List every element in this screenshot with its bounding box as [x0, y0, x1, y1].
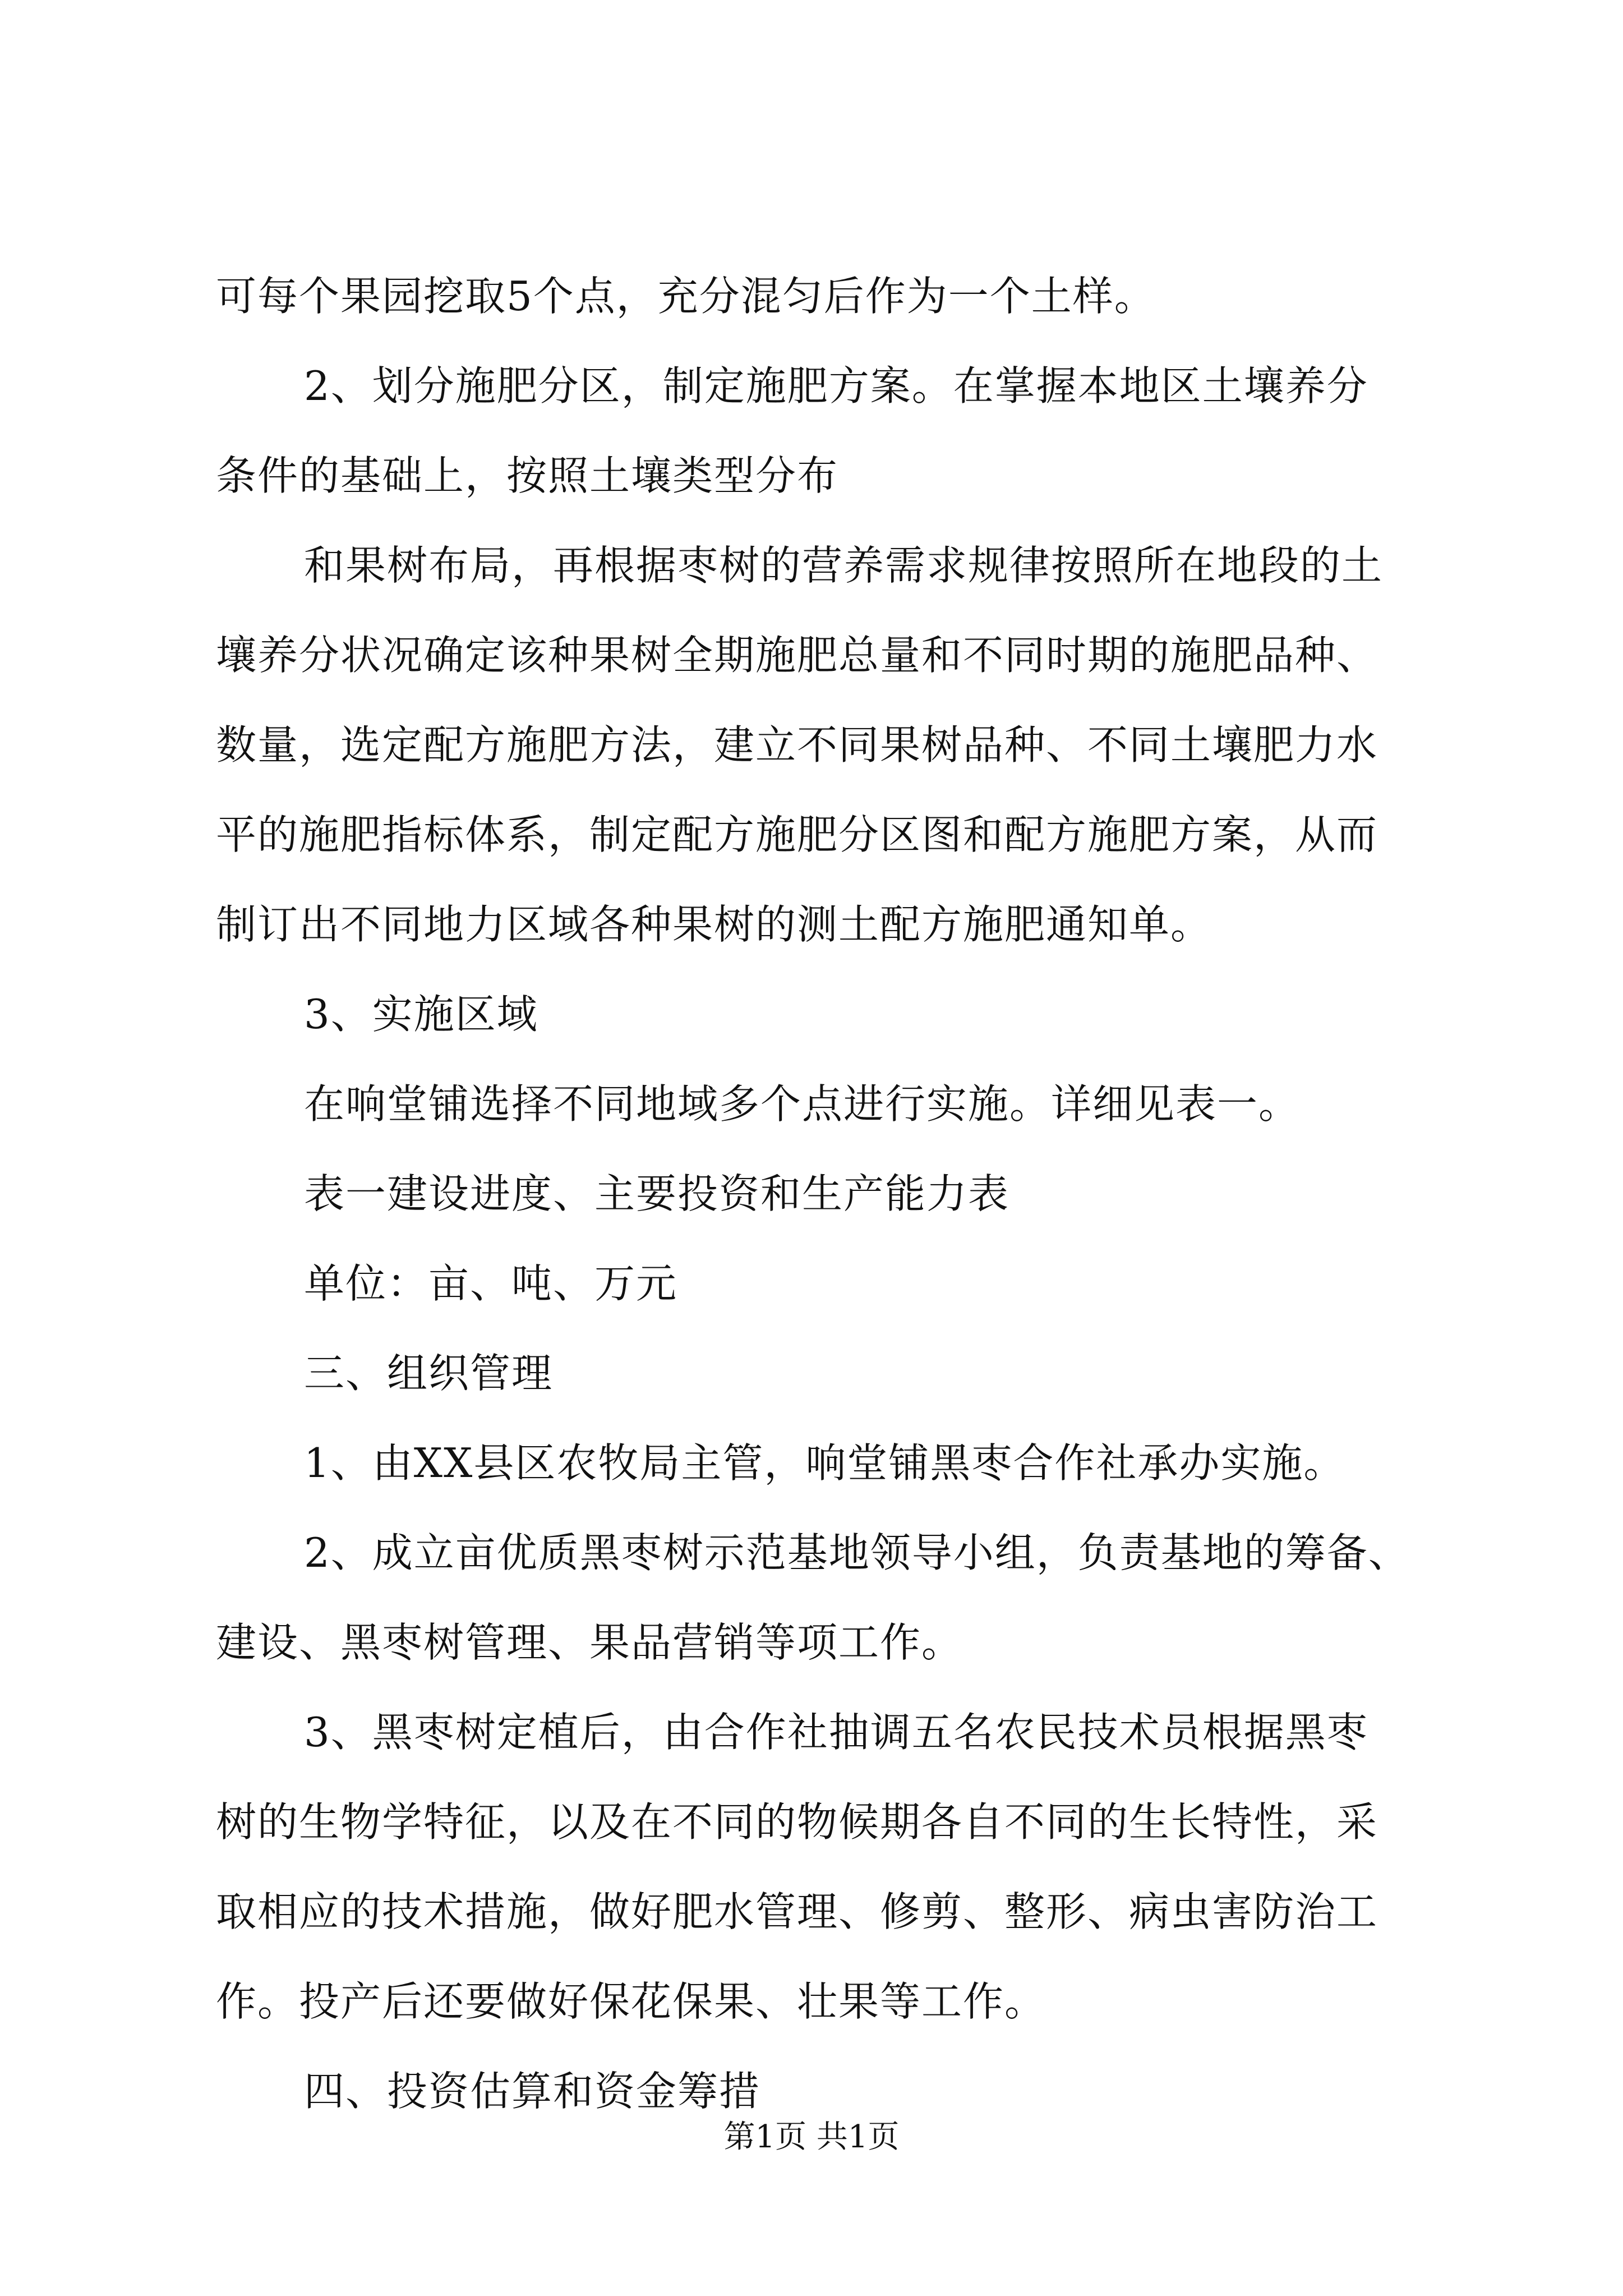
- table-unit-note: 单位：亩、吨、万元: [304, 1260, 678, 1307]
- body-line-19: 取相应的技术措施，做好肥水管理、修剪、整形、病虫害防治工: [216, 1888, 1378, 1935]
- body-line-14: 1、由XX县区农牧局主管，响堂铺黑枣合作社承办实施。: [304, 1439, 1345, 1487]
- table-caption: 表一建设进度、主要投资和生产能力表: [304, 1170, 1010, 1217]
- body-line-15: 2、成立亩优质黑枣树示范基地领导小组，负责基地的筹备、: [304, 1529, 1410, 1576]
- body-line-7: 平的施肥指标体系，制定配方施肥分区图和配方施肥方案，从而: [216, 811, 1378, 858]
- page-footer: 第1页 共1页: [723, 2119, 900, 2155]
- body-line-16: 建设、黑枣树管理、果品营销等项工作。: [216, 1619, 963, 1666]
- body-line-17: 3、黑枣树定植后，由合作社抽调五名农民技术员根据黑枣: [304, 1709, 1368, 1756]
- body-line-3: 条件的基础上，按照土壤类型分布: [216, 452, 839, 499]
- section-heading-organization: 三、组织管理: [304, 1350, 554, 1397]
- body-line-4: 和果树布局，再根据枣树的营养需求规律按照所在地段的土: [304, 542, 1384, 589]
- body-line-6: 数量，选定配方施肥方法，建立不同果树品种、不同土壤肥力水: [216, 721, 1378, 769]
- body-line-20: 作。投产后还要做好保花保果、壮果等工作。: [216, 1978, 1046, 2025]
- body-line-10: 在响堂铺选择不同地域多个点进行实施。详细见表一。: [304, 1080, 1301, 1128]
- body-line-5: 壤养分状况确定该种果树全期施肥总量和不同时期的施肥品种、: [216, 632, 1378, 679]
- section-heading-implementation-area: 3、实施区域: [304, 991, 538, 1038]
- section-heading-investment: 四、投资估算和资金筹措: [304, 2068, 761, 2115]
- body-line-18: 树的生物学特征，以及在不同的物候期各自不同的生长特性，采: [216, 1798, 1378, 1846]
- body-line-8: 制订出不同地力区域各种果树的测土配方施肥通知单。: [216, 901, 1212, 948]
- body-line-1: 可每个果园挖取5个点，充分混匀后作为一个土样。: [216, 273, 1156, 320]
- body-line-2: 2、划分施肥分区，制定施肥方案。在掌握本地区土壤养分: [304, 362, 1368, 409]
